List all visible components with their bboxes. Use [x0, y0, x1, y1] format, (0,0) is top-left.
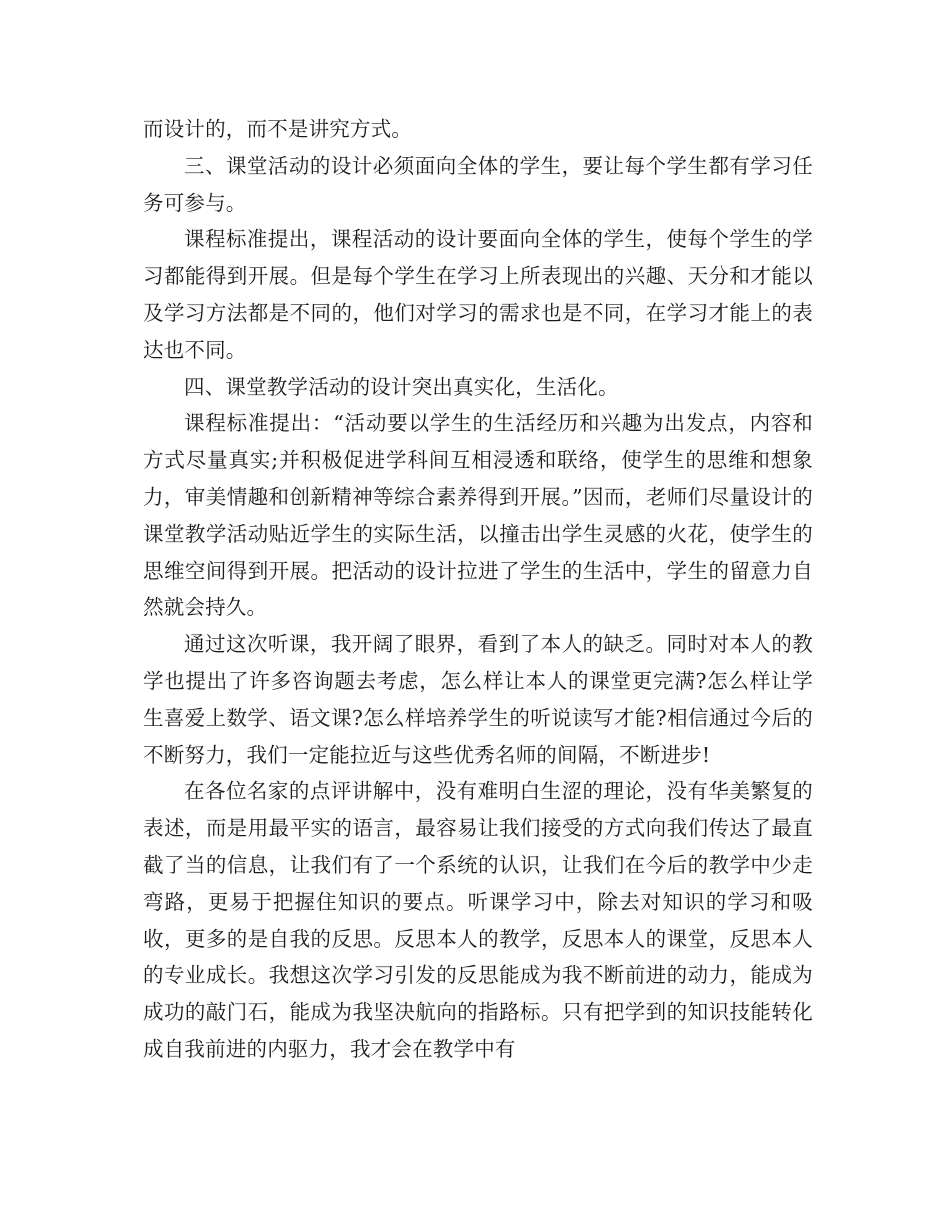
paragraph-heading-four: 四、课堂教学活动的设计突出真实化，生活化。	[184, 374, 619, 399]
paragraph-reflection-1: 通过这次听课，我开阔了眼界，看到了本人的缺乏。同时对本人的教学也提出了许多咨询题去考虑，怎么样让本人的课堂更完满?怎么样让学生喜爱上数学、语文课?怎么样培养学生的听说读写才能?相信通过今后的不断努力，我们一定能拉近与这些优秀名师的间隔，不断进步!	[143, 632, 813, 767]
paragraph-continuation: 而设计的，而不是讲究方式。	[143, 117, 413, 141]
paragraph-curriculum-standard-1: 课程标准提出，课程活动的设计要面向全体的学生，使每个学生的学习都能得到开展。但是每个学生在学习上所表现出的兴趣、天分和才能以及学习方法都是不同的，他们对学习的需求也是不同，在学习才能上的表达也不同。	[143, 227, 813, 362]
document-page	[143, 111, 813, 1068]
paragraph-curriculum-standard-2: 课程标准提出：“活动要以学生的生活经历和兴趣为出发点，内容和方式尽量真实;并积极促进学科间互相浸透和联络，使学生的思维和想象力，审美情趣和创新精神等综合素养得到开展。”因而，老师们尽量设计的课堂教学活动贴近学生的实际生活，以撞击出学生灵感的火花，使学生的思维空间得到开展。把活动的设计拉进了学生的生活中，学生的留意力自然就会持久。	[143, 411, 813, 620]
paragraph-heading-three: 三、课堂活动的设计必须面向全体的学生，要让每个学生都有学习任务可参与。	[143, 153, 813, 215]
paragraph-reflection-2: 在各位名家的点评讲解中，没有难明白生涩的理论，没有华美繁复的表述，而是用最平实的语言，最容易让我们接受的方式向我们传达了最直截了当的信息，让我们有了一个系统的认识，让我们在今后的教学中少走弯路，更易于把握住知识的要点。听课学习中，除去对知识的学习和吸收，更多的是自我的反思。反思本人的教学，反思本人的课堂，反思本人的专业成长。我想这次学习引发的反思能成为我不断前进的动力，能成为成功的敲门石，能成为我坚决航向的指路标。只有把学到的知识技能转化成自我前进的内驱力，我才会在教学中有	[143, 779, 813, 1061]
